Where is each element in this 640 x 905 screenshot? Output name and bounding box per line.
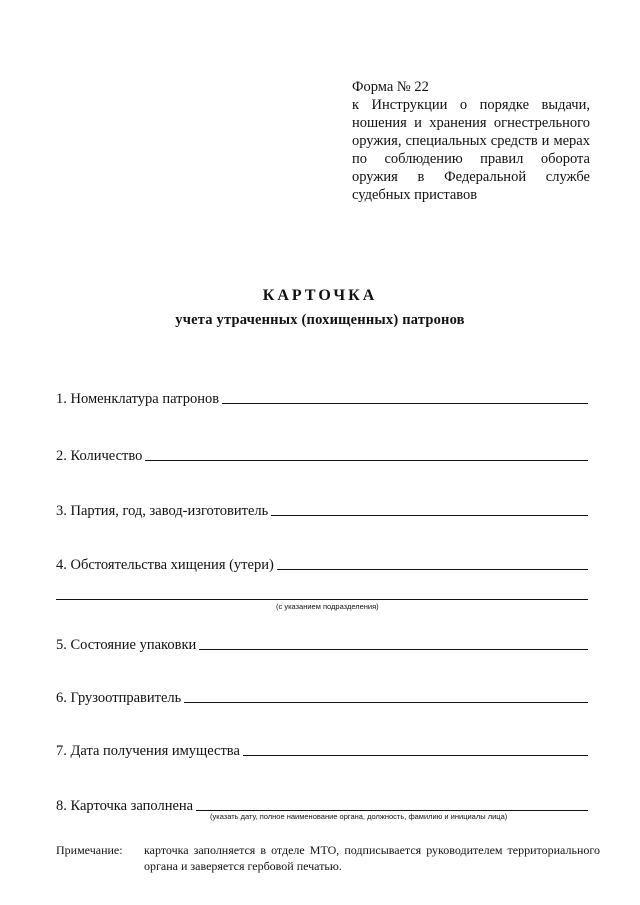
fill-line (196, 810, 588, 811)
fill-line (271, 515, 588, 516)
field-label: 5. Состояние упаковки (56, 637, 197, 653)
field-shipper (56, 687, 588, 707)
field-receipt-date (56, 740, 588, 760)
fill-line-continuation (56, 599, 588, 600)
field-label: 3. Партия, год, завод-изготовитель (56, 503, 269, 519)
form-header (352, 78, 590, 204)
field-label: 6. Грузоотправитель (56, 690, 182, 706)
field-packaging (56, 634, 588, 654)
field-label: 2. Количество (56, 448, 143, 464)
document-title: КАРТОЧКА (262, 287, 378, 304)
field-batch (56, 500, 588, 520)
document-subtitle: учета утраченных (похищенных) патронов (175, 312, 465, 328)
fill-line (199, 649, 588, 650)
fill-line (243, 755, 588, 756)
filled-by-hint: (указать дату, полное наименование органа, должность, фамилию и инициалы лица) (210, 812, 508, 821)
fill-line (222, 403, 588, 404)
field-quantity (56, 445, 588, 465)
footnote (56, 842, 600, 874)
note-label: Примечание: (56, 843, 123, 857)
form-number: Форма № 22 (352, 79, 429, 95)
field-label: 1. Номенклатура патронов (56, 391, 220, 407)
field-label: 7. Дата получения имущества (56, 743, 240, 759)
field-label: 4. Обстоятельства хищения (утери) (56, 557, 274, 573)
form-description: к Инструкции о порядке выдачи, ношения и хранения огнестрельного оружия, специальных средств и мерах по соблюдению правил оборота оружия в Федеральной службе судебных приставов (352, 97, 590, 203)
fill-line (184, 702, 588, 703)
field-circumstances (56, 554, 588, 574)
fill-line (277, 569, 588, 570)
field-label: 8. Карточка заполнена (56, 798, 194, 814)
note-text: карточка заполняется в отделе МТО, подписывается руководителем территориального органа и заверяется гербовой печатью. (144, 843, 600, 873)
subdivision-hint: (с указанием подразделения) (276, 602, 379, 611)
field-nomenclature (56, 388, 588, 408)
fill-line (145, 460, 588, 461)
